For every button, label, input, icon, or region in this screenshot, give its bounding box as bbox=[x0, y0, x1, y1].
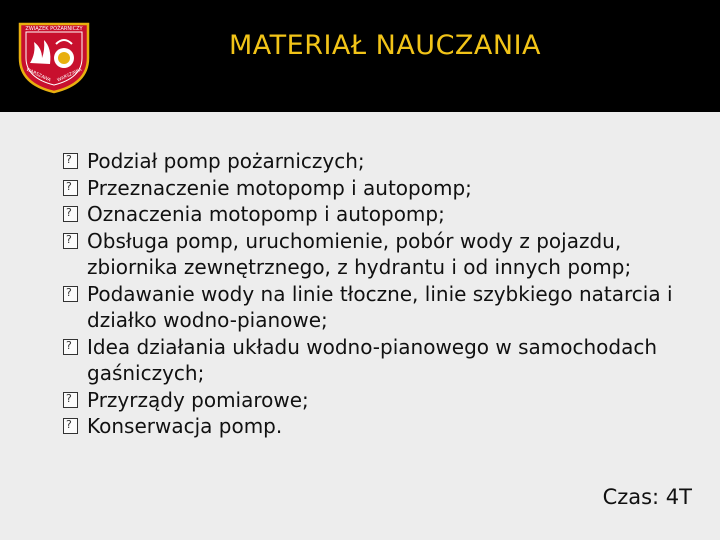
bullet-box-icon bbox=[63, 153, 78, 169]
list-item-text: Idea działania układu wodno-pianowego w samochodach gaśniczych; bbox=[87, 334, 658, 385]
list-item bbox=[62, 175, 702, 202]
bullet-box-icon bbox=[63, 180, 78, 196]
logo-right-text: WARSZAWA bbox=[56, 67, 83, 84]
list-item bbox=[62, 228, 702, 281]
list-item bbox=[62, 413, 702, 440]
fire-brigade-logo bbox=[14, 18, 94, 94]
topic-list bbox=[62, 148, 702, 440]
list-item-text: Przyrządy pomiarowe; bbox=[87, 387, 309, 412]
bullet-box-icon bbox=[63, 392, 78, 408]
list-item-text: Oznaczenia motopomp i autopomp; bbox=[87, 202, 445, 226]
bullet-box-icon bbox=[63, 339, 78, 355]
list-item bbox=[62, 387, 702, 414]
list-item-text: Konserwacja pomp. bbox=[87, 414, 283, 438]
bullet-box-icon bbox=[63, 418, 78, 434]
list-item-text: Obsługa pomp, uruchomienie, pobór wody z pojazdu, zbiornika zewnętrznego, z hydrantu i od innych pomp; bbox=[87, 228, 632, 279]
list-item bbox=[62, 148, 702, 175]
slide-title: MATERIAŁ NAUCZANIA bbox=[228, 30, 542, 61]
bullet-box-icon bbox=[63, 233, 78, 249]
bullet-box-icon bbox=[63, 286, 78, 302]
bullet-box-icon bbox=[63, 206, 78, 222]
list-item-text: Podawanie wody na linie tłoczne, linie szybkiego natarcia i działko wodno-pianowe; bbox=[87, 281, 673, 332]
list-item-text: Podział pomp pożarniczych; bbox=[87, 149, 365, 173]
header-bar bbox=[0, 0, 720, 112]
list-item-text: Przeznaczenie motopomp i autopomp; bbox=[87, 175, 472, 200]
logo-top-text: ZWIĄZEK POŻARNICZY bbox=[25, 26, 83, 32]
duration-label: Czas: 4T bbox=[602, 485, 692, 509]
list-item bbox=[62, 334, 702, 387]
logo-left-text: WARSZAWA bbox=[25, 67, 52, 84]
list-item bbox=[62, 201, 702, 228]
list-item bbox=[62, 281, 702, 334]
